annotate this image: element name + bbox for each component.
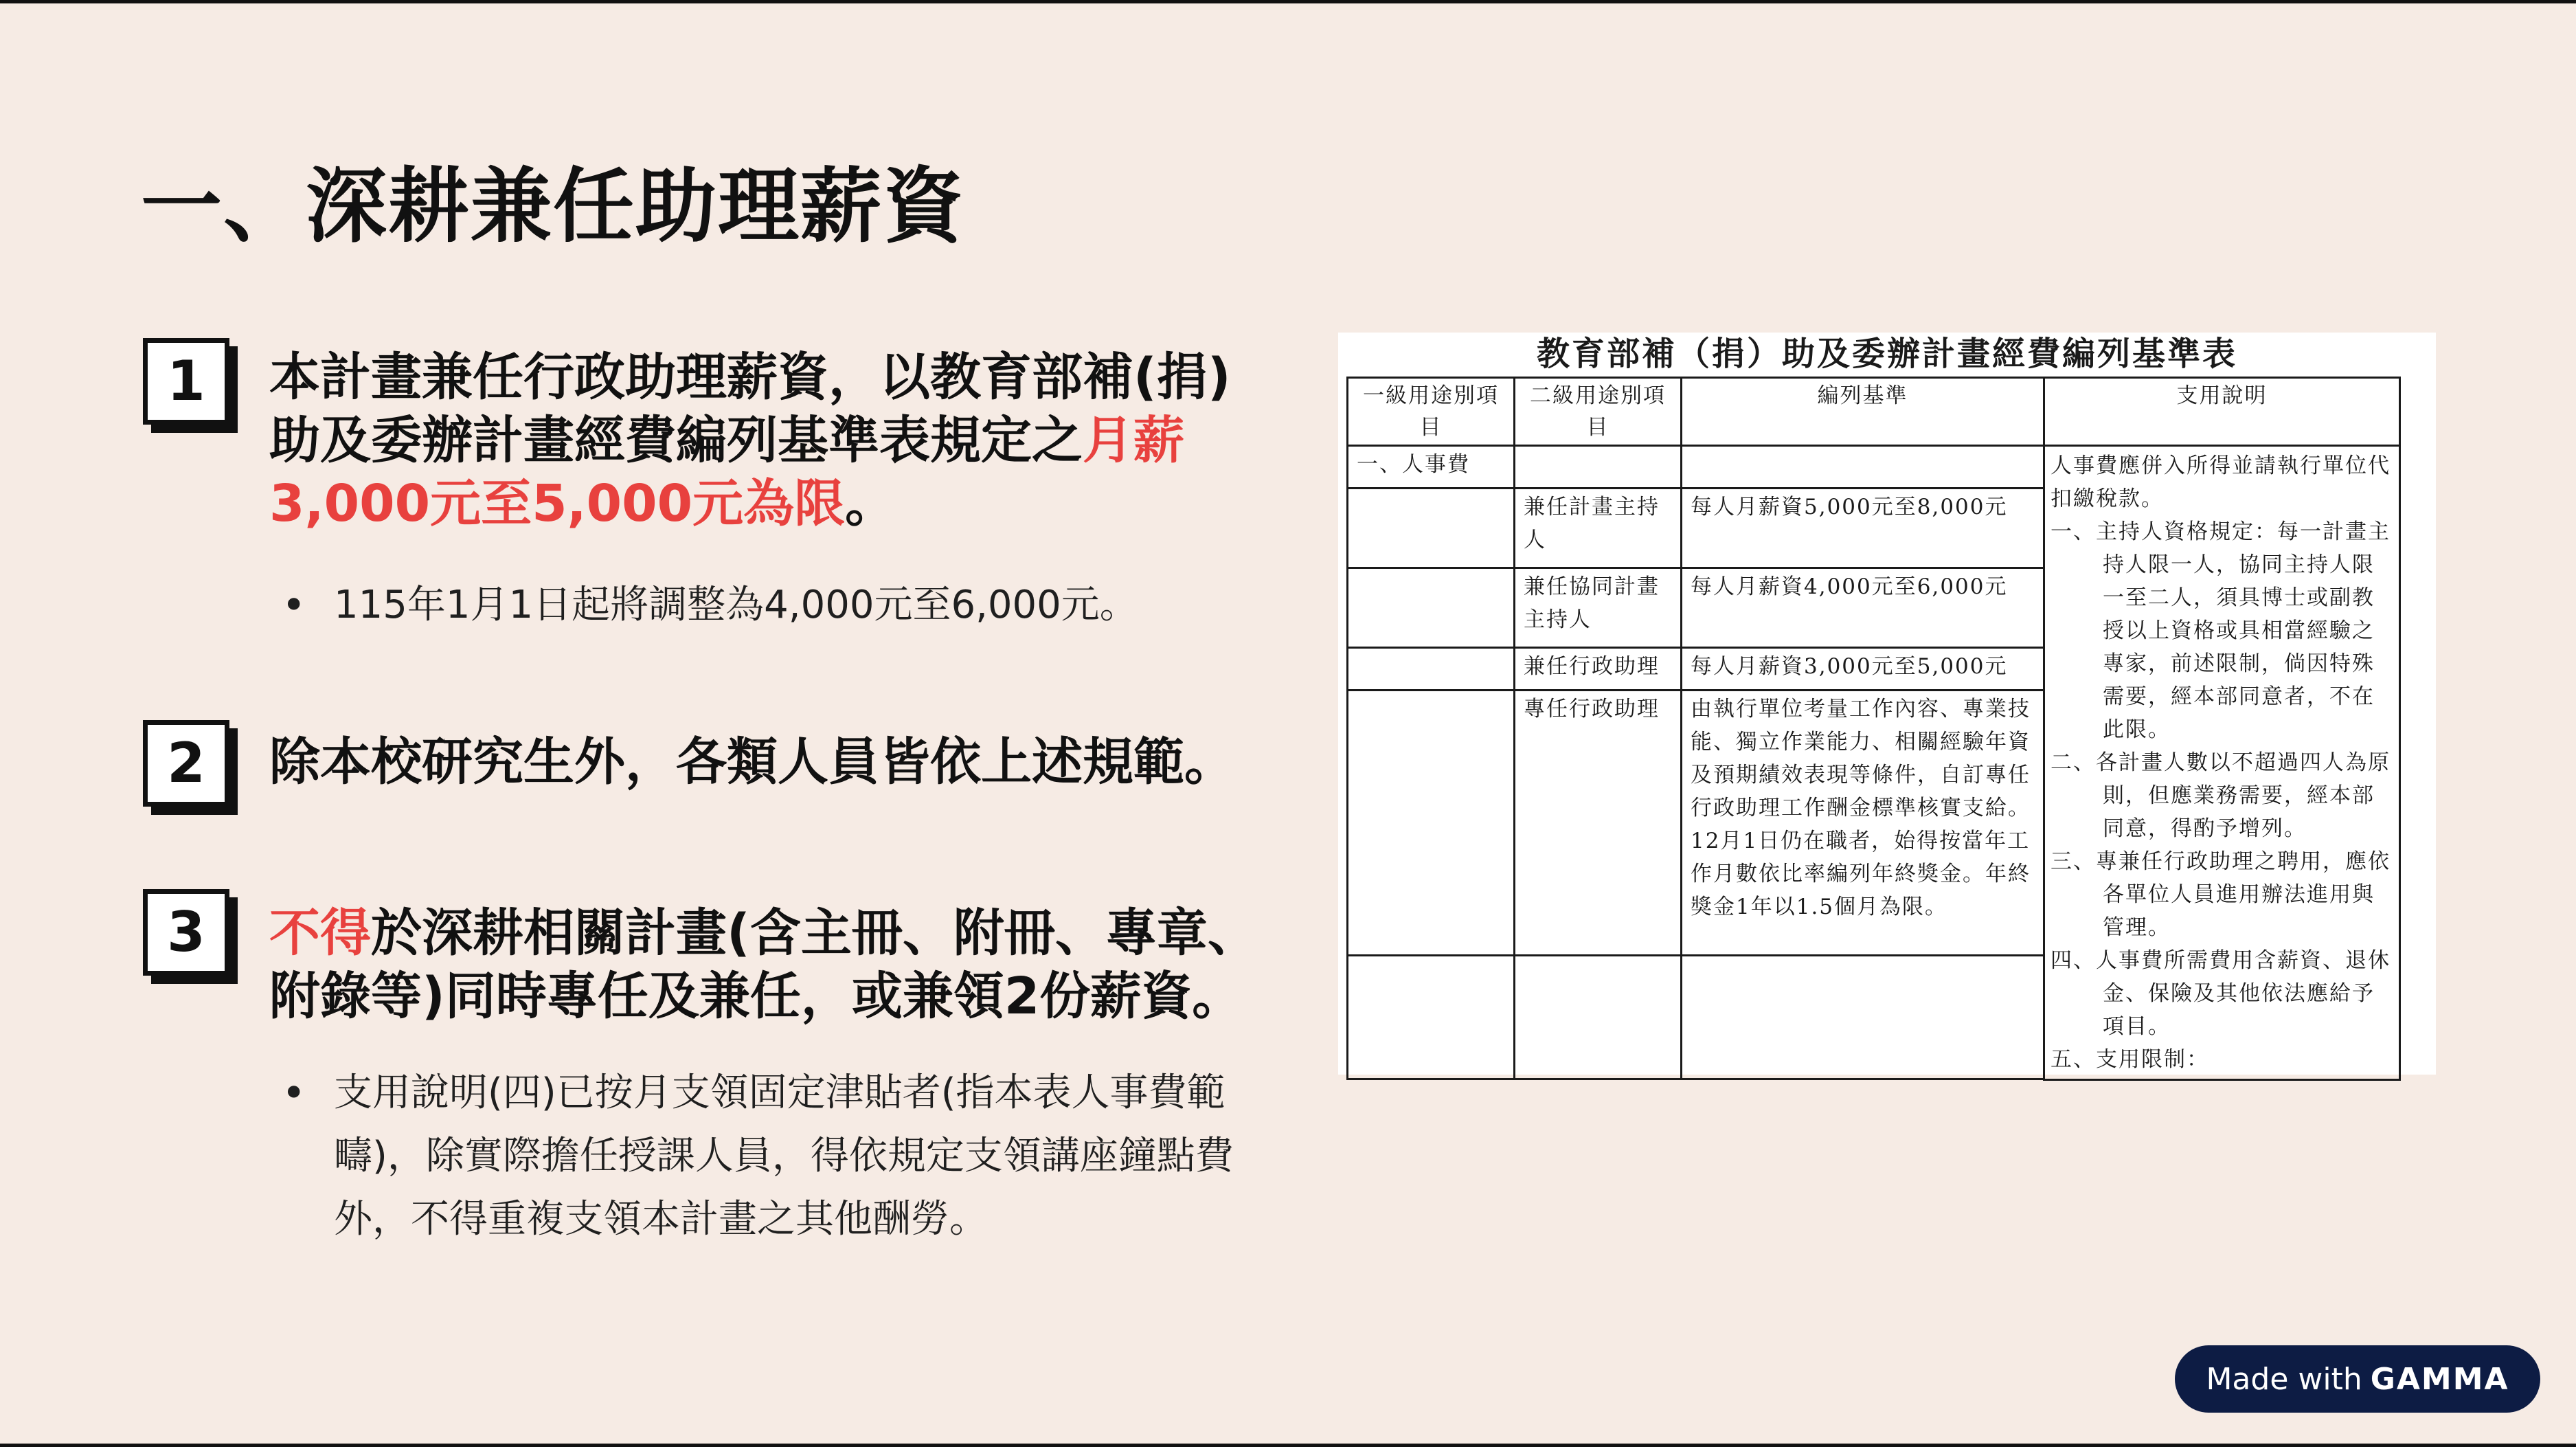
point-3-bullet [282,1062,1257,1251]
made-with-gamma-badge[interactable] [2175,1345,2540,1413]
header-standard: 編列基準 [1682,378,2044,446]
cell-level2: 兼任計畫主持人 [1515,488,1682,568]
bottom-border [0,1444,2576,1447]
point-3-text-after: 於深耕相關計畫(含主冊、附冊、專章、附錄等)同時專任及兼任，或兼領2份薪資。 [269,904,1258,1026]
point-1-text-before: 本計畫兼任行政助理薪資，以教育部補(捐)助及委辦計畫經費編列基準表規定之 [269,348,1231,470]
cell-level2: 兼任行政助理 [1515,647,1682,690]
point-1-highlight: 月薪3,000元至5,000元為限 [269,411,1184,533]
point-3-bullet-text: 支用說明(四)已按月支領固定津貼者(指本表人事費範疇)，除實際擔任授課人員，得依規定支領講座鐘點費外，不得重複支領本計畫之其他酬勞。 [334,1070,1234,1242]
cell-standard: 每人月薪資5,000元至8,000元 [1682,488,2044,568]
point-1-text-after: 。 [845,474,896,533]
table-title: 教育部補（捐）助及委辦計畫經費編列基準表 [1536,335,2237,373]
cell-level2: 兼任協同計畫主持人 [1515,568,1682,647]
header-level1: 一級用途別項目 [1348,378,1515,446]
desc-item-2: 二、各計畫人數以不超過四人為原則，但應業務需要，經本部同意，得酌予增列。 [2050,750,2391,841]
bullet-dot-icon: • [282,581,306,629]
cell-standard: 每人月薪資4,000元至6,000元 [1682,568,2044,647]
gamma-logo: GAMMA [2370,1361,2509,1397]
table-row [1348,446,2400,489]
cell-level2: 專任行政助理 [1515,690,1682,955]
desc-item-1: 一、主持人資格規定：每一計畫主持人限一人，協同主持人限一至二人，須具博士或副教授以上資格或具相當經驗之專家，前述限制，倘因特殊需要，經本部同意者，不在此限。 [2050,519,2391,742]
point-1-text [269,346,1258,535]
budget-table [1346,377,2401,1081]
budget-standard-table-image [1338,333,2436,1075]
point-1-bullet-text: 115年1月1日起將調整為4,000元至6,000元。 [334,583,1138,627]
cell-standard: 每人月薪資3,000元至5,000元 [1682,647,2044,690]
point-1-bullet [282,574,1257,637]
number-badge-1: 1 [143,338,229,425]
top-border [0,0,2576,3]
point-2-text: 除本校研究生外，各類人員皆依上述規範。 [269,732,1235,792]
number-badge-2: 2 [143,720,229,807]
cell-level1: 一、人事費 [1348,446,1515,489]
header-description: 支用說明 [2044,378,2400,446]
desc-item-4: 四、人事費所需費用含薪資、退休金、保險及其他依法應給予項目。 [2050,948,2391,1039]
desc-item-5: 五、支用限制： [2050,1047,2209,1072]
cell-standard: 由執行單位考量工作內容、專業技能、獨立作業能力、相關經驗年資及預期績效表現等條件，自訂專任行政助理工作酬金標準核實支給。12月1日仍在職者，始得按當年工作月數依比率編列年終獎金。年終獎金1年以1.5個月為限。 [1682,690,2044,955]
desc-intro: 人事費應併入所得並請執行單位代扣繳稅款。 [2050,453,2391,511]
cell-description [2044,446,2400,1080]
point-3-text [269,901,1258,1028]
desc-item-3: 三、專兼任行政助理之聘用，應依各單位人員進用辦法進用與管理。 [2050,849,2391,940]
table-header-row [1348,378,2400,446]
point-3-highlight: 不得 [269,904,371,963]
badge-prefix: Made with [2206,1361,2362,1397]
bullet-dot-icon: • [282,1069,306,1117]
number-badge-3: 3 [143,889,229,976]
header-level2: 二級用途別項目 [1515,378,1682,446]
page-title: 一、深耕兼任助理薪資 [141,159,966,254]
